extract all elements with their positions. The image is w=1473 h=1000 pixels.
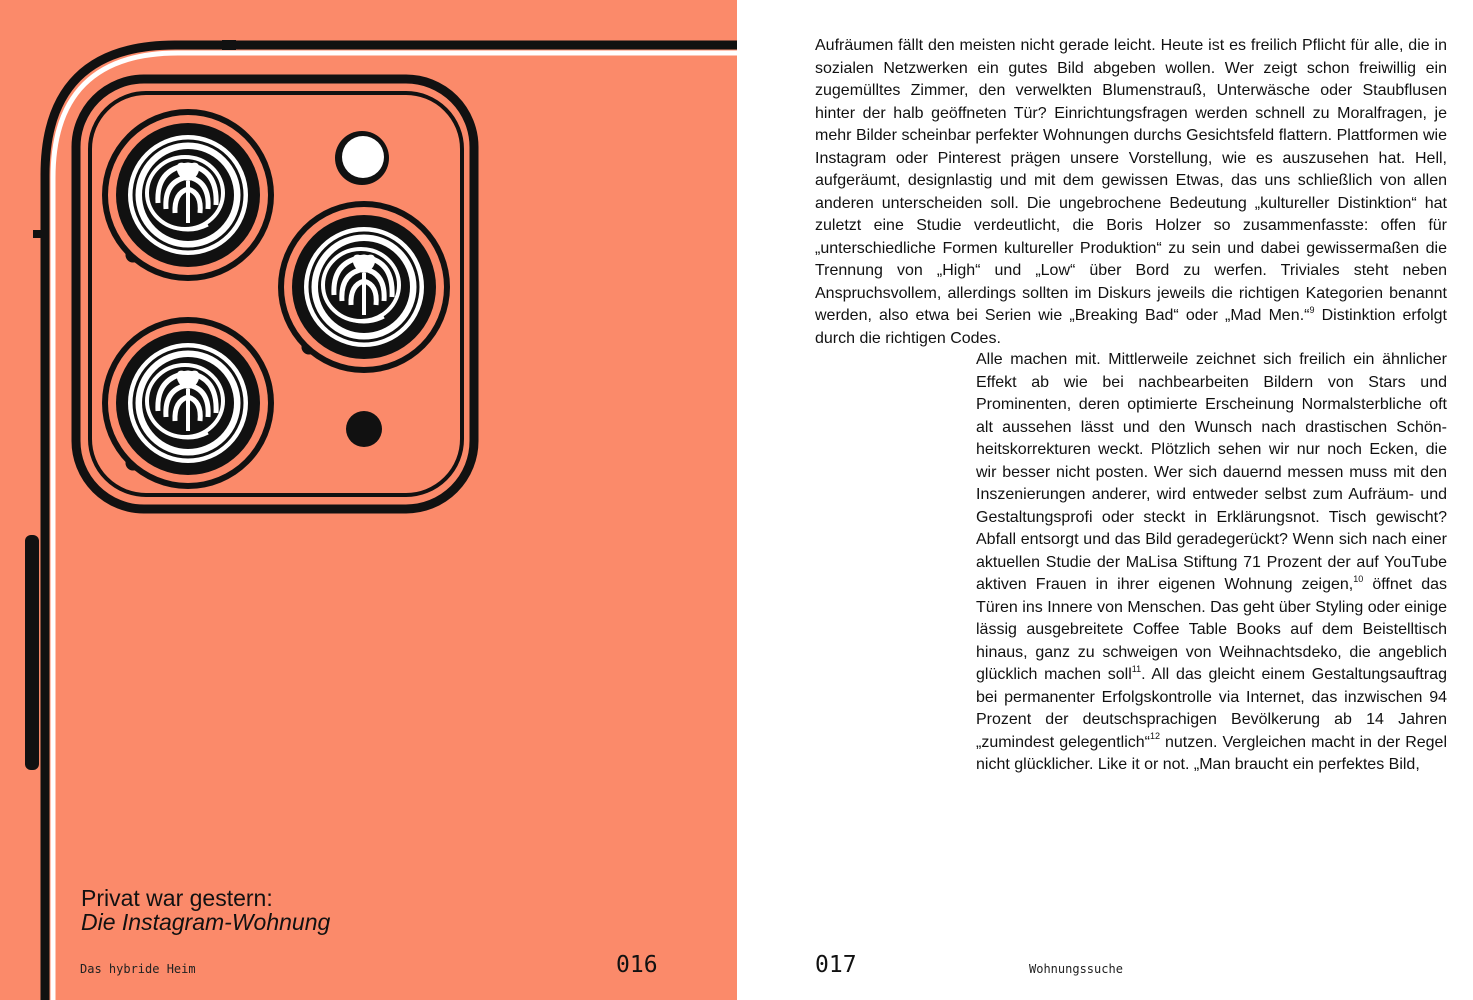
body-paragraph-1 — [815, 35, 1447, 350]
paragraph-2-text-c: . All das gleicht einem Gestaltungsauftrag bei permanenter Erfolgskontrolle via Internet, das inzwischen 94 Prozent der deutschsprachigen Bevölkerung ab 14 Jahren „zumindest gelegentlich“ — [976, 666, 1447, 751]
running-head-left: Das hybride Heim — [80, 962, 196, 976]
paragraph-2-text-b: öffnet das Türen ins Innere von Menschen. Das geht über Styling oder einige lässig ausgebreitete Coffee Table Books auf dem Beistelltisch hinaus, ganz zu schweigen von Weihnachtsdeko, die angeblich glücklich machen soll — [976, 576, 1447, 683]
footnote-ref-9[interactable]: 9 — [1309, 304, 1315, 315]
chapter-title — [81, 886, 330, 934]
body-paragraph-2 — [976, 349, 1447, 777]
paragraph-2-text-d: nutzen. Vergleichen macht in der Regel nicht glücklicher. Like it or not. „Man braucht ein perfektes Bild, — [976, 733, 1447, 773]
footnote-ref-10[interactable]: 10 — [1353, 573, 1364, 584]
footnote-ref-12[interactable]: 12 — [1149, 731, 1160, 742]
footnote-ref-11[interactable]: 11 — [1131, 663, 1142, 674]
page-number-right: 017 — [815, 952, 857, 978]
chapter-title-line2: Die Instagram-Wohnung — [81, 909, 331, 935]
running-head-right: Wohnungssuche — [1029, 962, 1123, 976]
right-page — [737, 0, 1473, 1000]
page-number-left: 016 — [616, 952, 658, 978]
paragraph-2-text-a: Alle machen mit. Mittlerweile zeichnet sich freilich ein ähnlicher Effekt ab wie bei nachbearbeiten Bildern von Stars und Prominenten, deren optimierte Erscheinung Normalsterbliche oft alt aussehen lässt und den Wunsch nach drastischen Schönheitskorrekturen weckt. Plötzlich sehen wir nur noch Ecken, die wir besser nicht posten. Wer sich dauernd messen muss mit den Inszenierungen anderer, wird entweder selbst zum Aufräum- und Gestaltungsprofi oder steckt in Erklärungsnot. Tisch gewischt? Abfall entsorgt und das Bild geradegerückt? Wenn sich nach einer aktuellen Studie der MaLisa Stiftung 71 Prozent der auf YouTube aktiven Frauen in ihrer eigenen Wohnung zeigen, — [976, 351, 1447, 593]
chapter-title-line1: Privat war gestern: — [81, 885, 273, 911]
paragraph-1-text-a: Aufräumen fällt den meisten nicht gerade leicht. Heute ist es freilich Pflicht für alle, die in sozialen Netzwerken ein gutes Bild abgeben wollen. Wer zeigt schon freiwillig ein zugemülltes Zimmer, den verwelkten Blumenstrauß, Unterwäsche oder Staubflusen hinter der halb geöffneten Tür? Einrichtungsfragen werden schnell zu Moralfragen, je mehr Bilder scheinbar perfekter Wohnungen durchs Gesichtsfeld flattern. Plattformen wie Instagram oder Pinterest prägen unsere Vorstellung, wie es auszusehen hat. Hell, aufgeräumt, designlastig und mit dem gewissen Etwas, das uns schließlich von allen anderen unterscheiden soll. Die ungebrochene Bedeutung „kultureller Distinktion“ hat zuletzt eine Studie verdeutlicht, die Boris Holzer so zusammenfasste: offen für „unterschiedliche Formen kultureller Produktion“ zu sein und dabei gewissermaßen die Trennung von „High“ und „Low“ über Bord zu werfen. Triviales steht neben Anspruchsvollem, allerdings sollten im Diskurs jeweils die richtigen Kategorien benannt werden, also etwa bei Serien wie „Breaking Bad“ oder „Mad Men.“ — [815, 37, 1447, 324]
paragraph-1-text-b: Distinktion erfolgt durch die richtigen Codes. — [815, 307, 1448, 347]
